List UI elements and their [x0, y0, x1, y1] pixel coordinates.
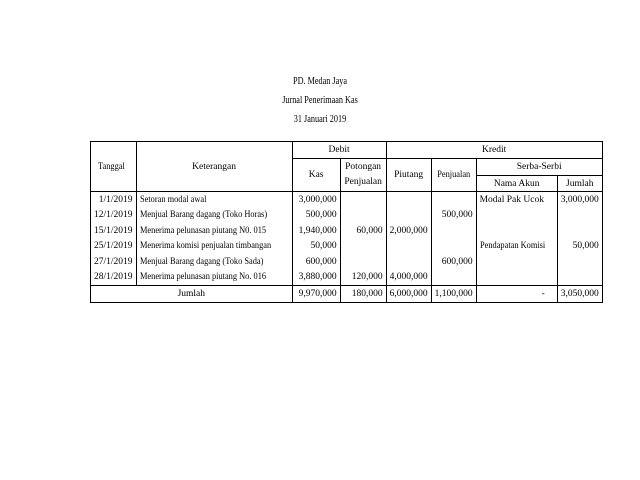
- cell-potongan: [340, 239, 386, 255]
- cell-nama-akun: [476, 223, 557, 239]
- cash-receipts-journal-table: [90, 141, 603, 303]
- total-piutang: 6,000,000: [386, 286, 431, 303]
- cell-piutang: [386, 192, 431, 208]
- col-tanggal-header: Tanggal: [91, 142, 137, 192]
- col-serba-serbi-header: Serba-Serbi: [476, 159, 602, 176]
- cell-potongan: [340, 192, 386, 208]
- cell-jumlah: 50,000: [557, 239, 602, 255]
- total-nama-akun: -: [476, 286, 557, 303]
- journal-title: Jurnal Penerimaan Kas: [282, 95, 358, 106]
- cell-jumlah: [557, 254, 602, 270]
- cell-jumlah: [557, 270, 602, 286]
- table-row: [91, 254, 603, 270]
- cell-penjualan: [431, 270, 476, 286]
- cell-jumlah: [557, 208, 602, 224]
- cell-kas: 3,880,000: [292, 270, 340, 286]
- cell-penjualan: [431, 239, 476, 255]
- cell-nama-akun: Modal Pak Ucok: [476, 192, 557, 208]
- cell-tanggal: 25/1/2019: [91, 239, 137, 255]
- cell-piutang: [386, 208, 431, 224]
- total-jumlah: 3,050,000: [557, 286, 602, 303]
- cell-piutang: [386, 239, 431, 255]
- cell-nama-akun: [476, 270, 557, 286]
- col-kas-header: Kas: [292, 159, 340, 192]
- cell-keterangan: Menerima pelunasan piutang N0. 015: [136, 223, 292, 239]
- col-potongan-penjualan-header: Potongan Penjualan: [340, 159, 386, 192]
- cell-keterangan: Menjual Barang dagang (Toko Horas): [136, 208, 292, 224]
- cell-potongan: 60,000: [340, 223, 386, 239]
- cell-keterangan: Setoran modal awal: [136, 192, 292, 208]
- cell-penjualan: 500,000: [431, 208, 476, 224]
- cell-jumlah: [557, 223, 602, 239]
- cell-tanggal: 12/1/2019: [91, 208, 137, 224]
- table-row: [91, 223, 603, 239]
- cell-tanggal: 15/1/2019: [91, 223, 137, 239]
- cell-penjualan: 600,000: [431, 254, 476, 270]
- cell-potongan: 120,000: [340, 270, 386, 286]
- cell-potongan: [340, 254, 386, 270]
- table-row: [91, 192, 603, 208]
- totals-label: Jumlah: [91, 286, 293, 303]
- total-kas: 9,970,000: [292, 286, 340, 303]
- cell-tanggal: 27/1/2019: [91, 254, 137, 270]
- col-penjualan-header: Penjualan: [431, 159, 476, 192]
- col-keterangan-header: Keterangan: [136, 142, 292, 192]
- table-row: [91, 208, 603, 224]
- cell-kas: 500,000: [292, 208, 340, 224]
- cell-tanggal: 1/1/2019: [91, 192, 137, 208]
- cell-penjualan: [431, 192, 476, 208]
- cell-keterangan: Menerima pelunasan piutang No. 016: [136, 270, 292, 286]
- cell-nama-akun: [476, 254, 557, 270]
- cell-piutang: 4,000,000: [386, 270, 431, 286]
- total-penjualan: 1,100,000: [431, 286, 476, 303]
- journal-date: 31 Januari 2019: [293, 114, 347, 125]
- col-nama-akun-header: Nama Akun: [476, 176, 557, 192]
- cell-tanggal: 28/1/2019: [91, 270, 137, 286]
- col-debit-header: Debit: [292, 142, 386, 159]
- table-row: [91, 239, 603, 255]
- cell-kas: 50,000: [292, 239, 340, 255]
- journal-title-block: [58, 72, 583, 129]
- col-jumlah-header: Jumlah: [557, 176, 602, 192]
- cell-potongan: [340, 208, 386, 224]
- totals-row: [91, 286, 603, 303]
- cell-nama-akun: Pendapatan Komisi: [476, 239, 557, 255]
- total-potongan: 180,000: [340, 286, 386, 303]
- cell-kas: 3,000,000: [292, 192, 340, 208]
- cell-piutang: 2,000,000: [386, 223, 431, 239]
- cell-keterangan: Menjual Barang dagang (Toko Sada): [136, 254, 292, 270]
- cell-nama-akun: [476, 208, 557, 224]
- cell-jumlah: 3,000,000: [557, 192, 602, 208]
- cell-piutang: [386, 254, 431, 270]
- cell-keterangan: Menerima komisi penjualan timbangan: [136, 239, 292, 255]
- cell-kas: 600,000: [292, 254, 340, 270]
- cell-penjualan: [431, 223, 476, 239]
- company-name: PD. Medan Jaya: [293, 76, 347, 87]
- col-piutang-header: Piutang: [386, 159, 431, 192]
- table-row: [91, 270, 603, 286]
- cell-kas: 1,940,000: [292, 223, 340, 239]
- col-kredit-header: Kredit: [386, 142, 602, 159]
